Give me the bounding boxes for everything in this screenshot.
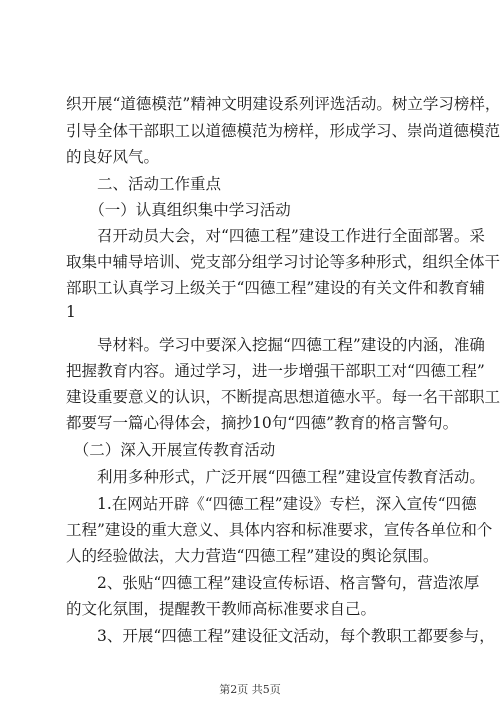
paragraph-line: 利用多种形式，广泛开展“四德工程”建设宣传教育活动。 [66,468,485,486]
paragraph-line: 3、开展“四德工程”建设征文活动，每个教职工都要参与， [66,627,495,645]
section-heading: 二、活动工作重点 [66,175,222,193]
subsection-heading: （一）认真组织集中学习活动 [66,201,291,219]
paragraph-line: 导材料。学习中要深入挖掘“四德工程”建设的内涵，准确 [66,336,485,354]
paragraph-line: 工程”建设的重大意义、具体内容和标准要求，宣传各单位和个 [66,521,493,539]
paragraph-line: 人的经验做法，大力营造“四德工程”建设的舆论氛围。 [66,547,439,565]
page-break-number: 1 [66,303,76,321]
paragraph-line: 织开展“道德模范”精神文明建设系列评选活动。树立学习榜样， [66,95,500,113]
paragraph-line: 引导全体干部职工以道德模范为榜样，形成学习、崇尚道德模范 [66,122,500,140]
paragraph-line: 的文化氛围，提醒教干教师高标准要求自己。 [66,600,377,618]
paragraph-line: 部职工认真学习上级关于“四德工程”建设的有关文件和教育辅 [66,279,485,297]
subsection-heading: （二）深入开展宣传教育活动 [66,441,276,459]
paragraph-line: 把握教育内容。通过学习，进一步增强干部职工对“四德工程” [66,362,485,380]
paragraph-line: 取集中辅导培训、党支部分组学习讨论等多种形式，组织全体干 [66,253,500,271]
page-footer: 第2页 共5页 [219,683,281,696]
paragraph-line: 召开动员大会，对“四德工程”建设工作进行全面部署。采 [66,227,485,245]
paragraph-line: 都要写一篇心得体会，摘抄10句“四德”教育的格言警句。 [66,414,459,432]
paragraph-line: 2、张贴“四德工程”建设宣传标语、格言警句，营造浓厚 [66,574,480,592]
paragraph-line: 1.在网站开辟《“四德工程”建设》专栏，深入宣传“四德 [66,495,477,513]
paragraph-line: 建设重要意义的认识，不断提高思想道德水平。每一名干部职工 [66,388,500,406]
paragraph-line: 的良好风气。 [66,148,160,166]
